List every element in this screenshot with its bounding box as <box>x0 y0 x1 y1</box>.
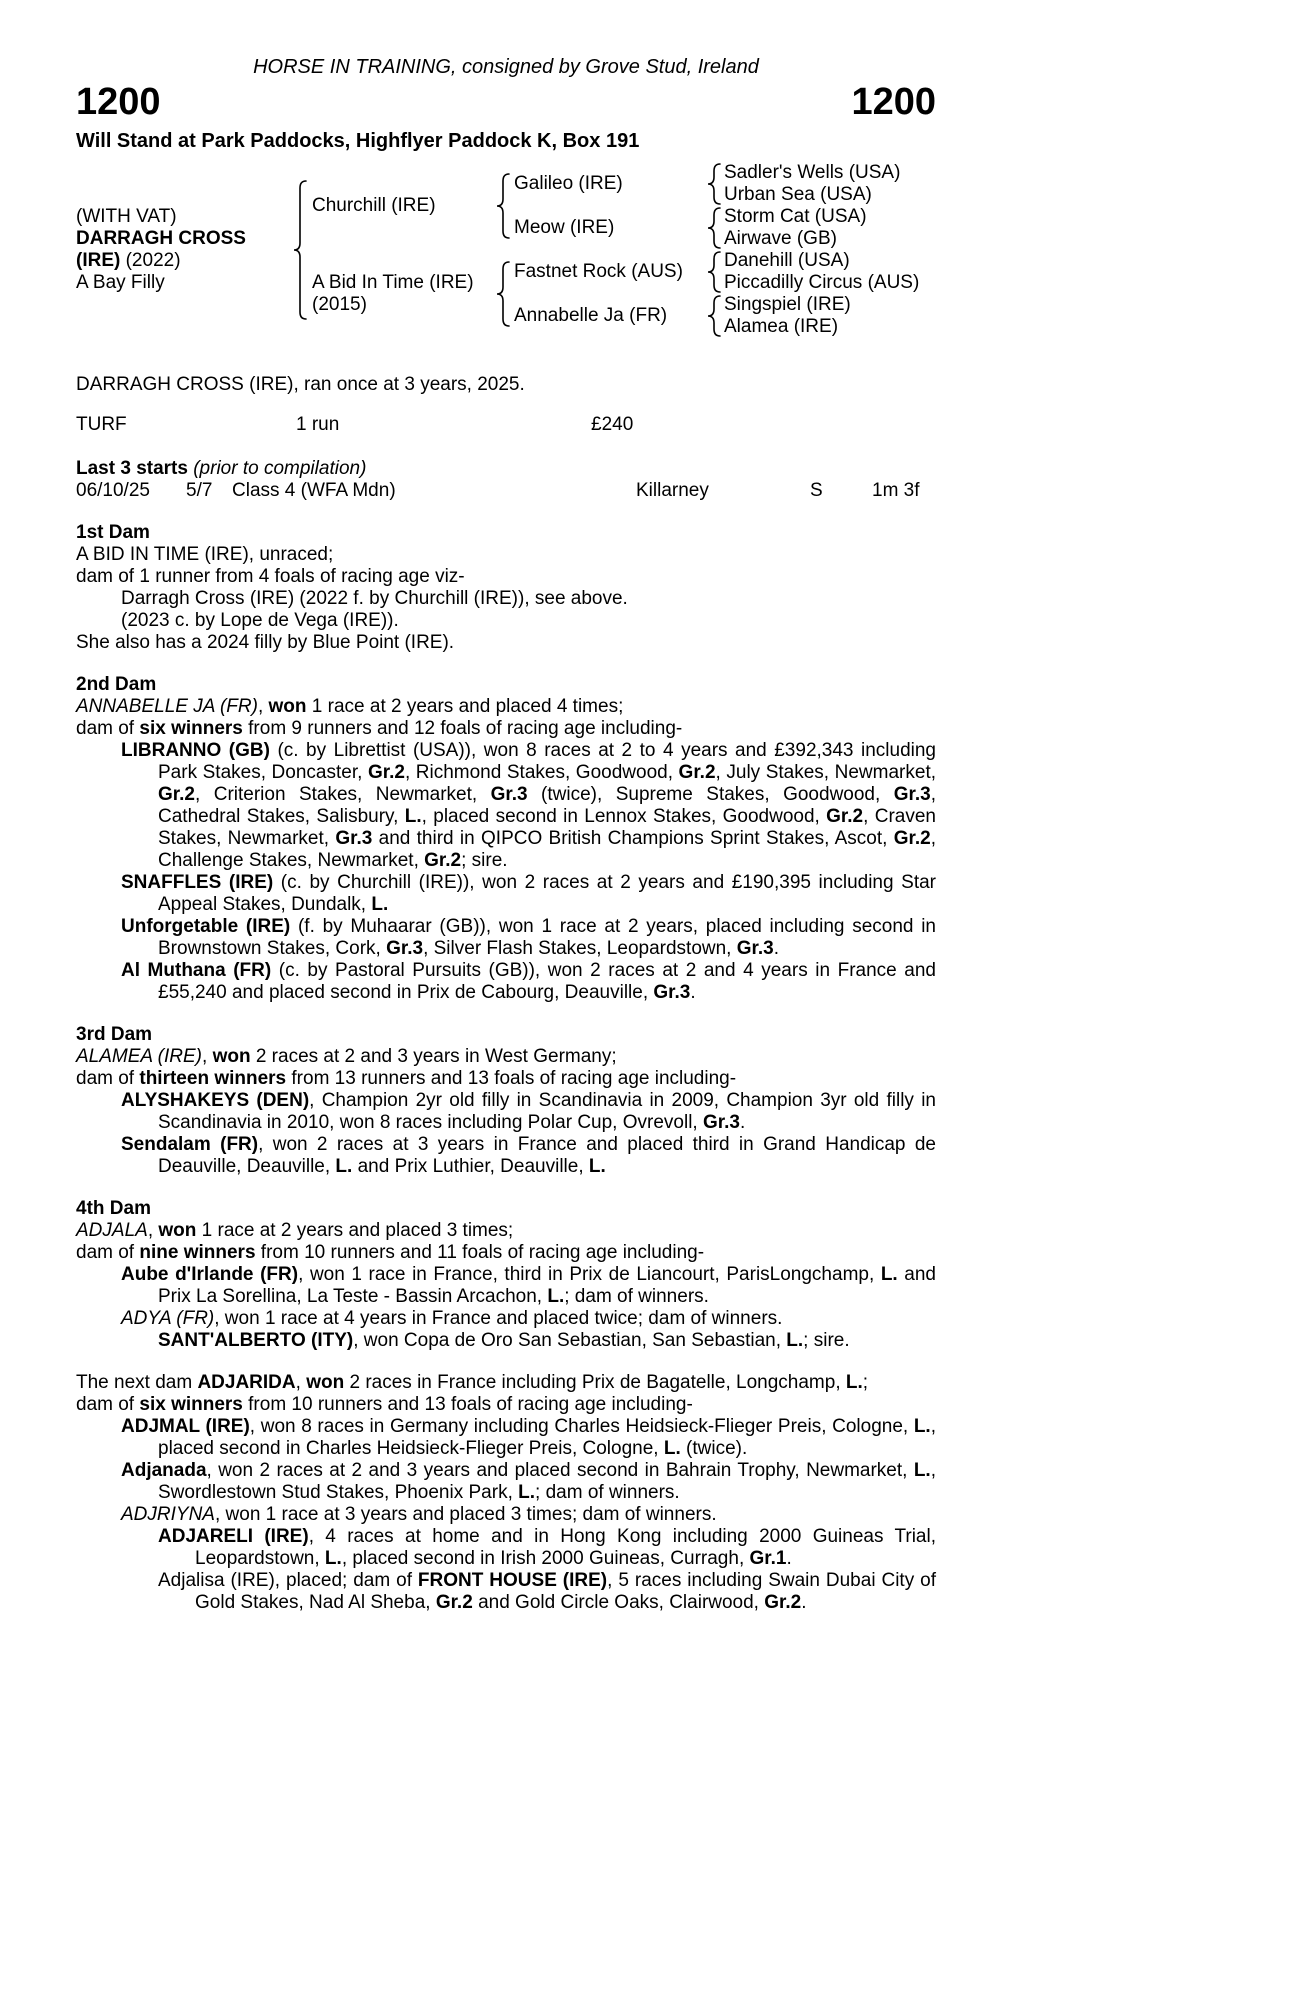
text-run: (WITH VAT) <box>76 206 177 227</box>
text-run: L. <box>786 1330 804 1351</box>
text-run: from 10 runners and 13 foals of racing age including- <box>242 1394 693 1415</box>
text-run: Gr.2 <box>678 762 716 783</box>
pedigree-paragraph <box>76 1460 936 1504</box>
lot-info-line <box>76 206 288 228</box>
text-run: (IRE) <box>76 250 121 271</box>
text-run: , Champion 2yr old filly in Scandinavia in 2009, Champion 3yr old filly in Scandinavia in 2010, won 8 races including Polar Cup, Ovrevoll, <box>158 1090 936 1133</box>
text-run: (c. by Pastoral Pursuits (GB)), won 2 races at 2 and 4 years in France and £55,240 and placed second in Prix de Cabourg, Deauville, <box>158 960 936 1003</box>
text-run: ; <box>862 1372 869 1393</box>
catalogue-page <box>76 56 936 1614</box>
start-class: Class 4 (WFA Mdn) <box>232 480 396 501</box>
text-run: (twice), Supreme Stakes, Goodwood, <box>527 784 894 805</box>
dam-brace <box>492 250 514 338</box>
text-run: Gr.3 <box>490 784 528 805</box>
text-run: , won 8 races in Germany including Charles Heidsieck-Flieger Preis, Cologne, <box>249 1416 914 1437</box>
text-run: Gr.3 <box>386 938 424 959</box>
runs-count: 1 run <box>296 414 340 435</box>
text-run: from 9 runners and 12 foals of racing age including- <box>242 718 683 739</box>
dam-section-heading: 2nd Dam <box>76 674 157 695</box>
text-run: ; sire. <box>803 1330 850 1351</box>
text-run: , placed second in Irish 2000 Guineas, Curragh, <box>341 1548 750 1569</box>
text-run: ; dam of winners. <box>535 1482 680 1503</box>
text-run: ADYA (FR) <box>121 1308 215 1329</box>
text-run: from 13 runners and 13 foals of racing age including- <box>286 1068 737 1089</box>
dam-section-heading: 3rd Dam <box>76 1024 153 1045</box>
text-run: The next dam <box>76 1372 198 1393</box>
text-run: , won 1 race at 4 years in France and placed twice; dam of winners. <box>214 1308 783 1329</box>
great-grandparent-name: Sadler's Wells (USA) <box>724 162 901 183</box>
lot-info-block <box>76 162 288 338</box>
dam-section-heading: 1st Dam <box>76 522 150 543</box>
text-run: , <box>295 1372 307 1393</box>
text-run: , won 2 races at 3 years in France and placed third in Grand Handicap de Deauville, Deauville, <box>158 1134 936 1177</box>
brace-icon <box>293 180 308 320</box>
lot-info-line <box>76 228 288 250</box>
brace-icon <box>707 295 722 337</box>
text-run: . <box>801 1592 807 1613</box>
last-starts-table <box>76 480 936 502</box>
start-course: Killarney <box>636 480 709 501</box>
pedigree-paragraph <box>76 960 936 1004</box>
race-record-summary: DARRAGH CROSS (IRE), ran once at 3 years, 2025. <box>76 374 525 395</box>
text-run: Gr.2 <box>435 1592 473 1613</box>
text-run: Gr.3 <box>736 938 774 959</box>
text-run: from 10 runners and 11 foals of racing age including- <box>255 1242 705 1263</box>
great-grandparent-name: Danehill (USA) <box>724 250 850 271</box>
text-run: ALAMEA (IRE) <box>76 1046 202 1067</box>
text-run: L. <box>547 1286 565 1307</box>
text-run: won <box>158 1220 197 1241</box>
earnings-value: £240 <box>591 414 634 435</box>
text-run: , Silver Flash Stakes, Leopardstown, <box>423 938 737 959</box>
lot-number-left: 1200 <box>76 81 161 123</box>
text-run: L. <box>845 1372 863 1393</box>
text-run: ANNABELLE JA (FR) <box>76 696 258 717</box>
lot-info-line <box>76 272 288 294</box>
pedigree-paragraph <box>76 1504 936 1526</box>
great-grandparent-name: Singspiel (IRE) <box>724 294 851 315</box>
grandparent-brace <box>704 250 724 294</box>
text-run: Gr.2 <box>893 828 931 849</box>
text-run: A Bay Filly <box>76 272 165 293</box>
text-run: Gr.3 <box>893 784 931 805</box>
text-run: Gr.2 <box>826 806 864 827</box>
great-grandparent-name: Storm Cat (USA) <box>724 206 867 227</box>
great-grandparent-name: Urban Sea (USA) <box>724 184 872 205</box>
sire-name <box>312 162 492 250</box>
pedigree-paragraph <box>76 1416 936 1460</box>
text-run: (c. by Librettist (USA)), won 8 races at 2 to 4 years and £392,343 including Park Stakes, Doncaster, <box>158 740 936 783</box>
text-run: DARRAGH CROSS <box>76 228 246 249</box>
dam-year-text: (2015) <box>312 294 367 315</box>
dam-name <box>312 250 492 338</box>
text-run: L. <box>913 1416 931 1437</box>
text-run: , won 1 race at 3 years and placed 3 times; dam of winners. <box>214 1504 717 1525</box>
text-run: won <box>268 696 307 717</box>
text-run: won <box>306 1372 345 1393</box>
pedigree-paragraph <box>76 1068 936 1090</box>
last-starts-label: Last 3 starts <box>76 458 188 479</box>
text-run: (2022) <box>120 250 181 271</box>
text-run: , Criterion Stakes, Newmarket, <box>194 784 491 805</box>
text-run: L. <box>404 806 422 827</box>
text-run: , Challenge Stakes, Newmarket, <box>158 828 937 871</box>
text-run: SANT'ALBERTO (ITY) <box>158 1330 354 1351</box>
pedigree-paragraph <box>76 916 936 960</box>
text-run: ADJRIYNA <box>121 1504 215 1525</box>
text-run: , placed second in Lennox Stakes, Goodwood, <box>421 806 827 827</box>
text-run: Gr.3 <box>653 982 691 1003</box>
text-run: ALYSHAKEYS (DEN) <box>121 1090 310 1111</box>
brace-icon <box>496 173 511 239</box>
pedigree-paragraph <box>76 632 936 654</box>
brace-icon <box>707 207 722 249</box>
text-run: dam of 1 runner from 4 foals of racing age viz- <box>76 566 465 587</box>
text-run: ; sire. <box>461 850 508 871</box>
text-run: ADJMAL (IRE) <box>121 1416 250 1437</box>
pedigree-paragraph <box>76 740 936 872</box>
text-run: L. <box>880 1264 898 1285</box>
text-run: Darragh Cross (IRE) (2022 f. by Churchill (IRE)), see above. <box>121 588 628 609</box>
grandparent-brace <box>704 206 724 250</box>
text-run: dam of <box>76 1394 140 1415</box>
text-run: and Gold Circle Oaks, Clairwood, <box>472 1592 765 1613</box>
race-record-totals-row <box>76 414 936 436</box>
text-run: , won 2 races at 2 and 3 years and placed second in Bahrain Trophy, Newmarket, <box>206 1460 914 1481</box>
text-run: A BID IN TIME (IRE), unraced; <box>76 544 334 565</box>
text-run: Adjalisa (IRE), placed; dam of <box>158 1570 418 1591</box>
text-run: L. <box>588 1156 606 1177</box>
text-run: Gr.3 <box>335 828 373 849</box>
text-run: 1 race at 2 years and placed 4 times; <box>306 696 624 717</box>
text-run: Gr.2 <box>367 762 405 783</box>
text-run: Al Muthana (FR) <box>121 960 272 981</box>
text-run: . <box>786 1548 792 1569</box>
surface-label: TURF <box>76 414 127 435</box>
text-run: ; dam of winners. <box>564 1286 709 1307</box>
start-distance: 1m 3f <box>872 480 920 501</box>
pedigree-main-brace <box>288 162 312 338</box>
pedigree-paragraph <box>76 1242 936 1264</box>
text-run: L. <box>371 894 389 915</box>
text-run: L. <box>663 1438 681 1459</box>
text-run: SNAFFLES (IRE) <box>121 872 274 893</box>
text-run: . <box>773 938 779 959</box>
section-spacer <box>76 1352 936 1372</box>
pedigree-paragraph <box>76 1264 936 1308</box>
great-grandparent-name: Airwave (GB) <box>724 228 837 249</box>
grandparent-name: Galileo (IRE) <box>514 173 623 194</box>
grandparent-brace <box>704 162 724 206</box>
pedigree-paragraph <box>76 1090 936 1134</box>
text-run: LIBRANNO (GB) <box>121 740 270 761</box>
lot-number-right: 1200 <box>851 81 936 123</box>
text-run: L. <box>518 1482 536 1503</box>
text-run: Aube d'Irlande (FR) <box>121 1264 299 1285</box>
pedigree-paragraph <box>76 610 936 632</box>
pedigree-paragraph <box>76 872 936 916</box>
text-run: , won Copa de Oro San Sebastian, San Sebastian, <box>353 1330 787 1351</box>
text-run: (twice). <box>680 1438 748 1459</box>
text-run: . <box>690 982 696 1003</box>
last-starts-heading <box>76 458 936 480</box>
text-run: six winners <box>139 718 243 739</box>
text-run: ADJARELI (IRE) <box>158 1526 309 1547</box>
text-run: 2 races at 2 and 3 years in West Germany; <box>250 1046 617 1067</box>
text-run: Sendalam (FR) <box>121 1134 259 1155</box>
text-run: ADJARIDA <box>197 1372 296 1393</box>
pedigree-paragraph <box>76 566 936 588</box>
text-run: and Prix Luthier, Deauville, <box>352 1156 589 1177</box>
text-run: dam of <box>76 718 140 739</box>
text-run: , <box>147 1220 159 1241</box>
start-position: 5/7 <box>186 480 213 501</box>
text-run: Unforgetable (IRE) <box>121 916 291 937</box>
text-run: (f. by Muhaarar (GB)), won 1 race at 2 years, placed including second in Brownstown Stakes, Cork, <box>158 916 936 959</box>
dam-name-text: A Bid In Time (IRE) <box>312 272 474 293</box>
text-run: , placed second in Charles Heidsieck-Flieger Preis, Cologne, <box>158 1416 936 1459</box>
pedigree-paragraph <box>76 1308 936 1330</box>
pedigree-paragraph <box>76 1394 936 1416</box>
brace-icon <box>496 261 511 327</box>
text-run: , Cathedral Stakes, Salisbury, <box>158 784 936 827</box>
last-start-row <box>76 480 936 502</box>
pedigree-paragraph <box>76 1372 936 1394</box>
consignor-line: HORSE IN TRAINING, consigned by Grove Stud, Ireland <box>253 56 759 78</box>
text-run: Gr.2 <box>764 1592 802 1613</box>
text-run: 1 race at 2 years and placed 3 times; <box>196 1220 514 1241</box>
text-run: Gr.2 <box>424 850 462 871</box>
great-grandparent-name: Piccadilly Circus (AUS) <box>724 272 920 293</box>
text-run: , <box>202 1046 213 1067</box>
text-run: Adjanada <box>121 1460 207 1481</box>
text-run: (c. by Churchill (IRE)), won 2 races at 2 years and £190,395 including Star Appeal Stakes, Dundalk, <box>158 872 936 915</box>
text-run: and Prix La Sorellina, La Teste - Bassin Arcachon, <box>158 1264 937 1307</box>
text-run: , Craven Stakes, Newmarket, <box>158 806 936 849</box>
dam-sections <box>76 522 936 1614</box>
text-run: , Richmond Stakes, Goodwood, <box>404 762 679 783</box>
text-run: She also has a 2024 filly by Blue Point (IRE). <box>76 632 455 653</box>
text-run: Gr.2 <box>158 784 195 805</box>
stand-location-line: Will Stand at Park Paddocks, Highflyer Paddock K, Box 191 <box>76 130 640 152</box>
text-run: , 5 races including Swain Dubai City of Gold Stakes, Nad Al Sheba, <box>195 1570 936 1613</box>
text-run: , 4 races at home and in Hong Kong including 2000 Guineas Trial, Leopardstown, <box>195 1526 936 1569</box>
text-run: FRONT HOUSE (IRE) <box>417 1570 608 1591</box>
pedigree-paragraph <box>76 1220 936 1242</box>
start-going: S <box>810 480 823 501</box>
pedigree-paragraph <box>76 1570 936 1614</box>
grandparent-name: Meow (IRE) <box>514 217 615 238</box>
grandparent-brace <box>704 294 724 338</box>
text-run: won <box>212 1046 251 1067</box>
text-run: dam of <box>76 1068 140 1089</box>
last-starts-note: (prior to compilation) <box>193 458 367 479</box>
text-run: L. <box>324 1548 342 1569</box>
text-run: Gr.1 <box>749 1548 787 1569</box>
text-run: (2023 c. by Lope de Vega (IRE)). <box>121 610 399 631</box>
pedigree-paragraph <box>76 1046 936 1068</box>
text-run: nine winners <box>139 1242 256 1263</box>
pedigree-paragraph <box>76 544 936 566</box>
great-grandparent-name: Alamea (IRE) <box>724 316 839 337</box>
sire-brace <box>492 162 514 250</box>
pedigree-paragraph <box>76 588 936 610</box>
lot-info-line <box>76 250 288 272</box>
grandparent-name: Annabelle Ja (FR) <box>514 305 668 326</box>
text-run: six winners <box>139 1394 243 1415</box>
text-run: , <box>257 696 269 717</box>
text-run: dam of <box>76 1242 140 1263</box>
text-run: Gr.3 <box>702 1112 740 1133</box>
text-run: , won 1 race in France, third in Prix de Liancourt, ParisLongchamp, <box>298 1264 881 1285</box>
text-run: thirteen winners <box>139 1068 287 1089</box>
text-run: and third in QIPCO British Champions Sprint Stakes, Ascot, <box>372 828 894 849</box>
text-run: . <box>739 1112 746 1133</box>
pedigree-paragraph <box>76 1134 936 1178</box>
text-run: L. <box>335 1156 353 1177</box>
text-run: , Swordlestown Stud Stakes, Phoenix Park, <box>158 1460 936 1503</box>
start-date: 06/10/25 <box>76 480 150 501</box>
dam-section-heading: 4th Dam <box>76 1198 151 1219</box>
grandparent-name: Fastnet Rock (AUS) <box>514 261 683 282</box>
pedigree-paragraph <box>76 1330 936 1352</box>
sire-name-text: Churchill (IRE) <box>312 195 436 216</box>
pedigree-tree <box>76 162 936 338</box>
text-run: 2 races in France including Prix de Bagatelle, Longchamp, <box>344 1372 846 1393</box>
pedigree-paragraph <box>76 696 936 718</box>
text-run: L. <box>913 1460 931 1481</box>
text-run: , July Stakes, Newmarket, <box>715 762 937 783</box>
brace-icon <box>707 163 722 205</box>
brace-icon <box>707 251 722 293</box>
pedigree-paragraph <box>76 1526 936 1570</box>
pedigree-paragraph <box>76 718 936 740</box>
lot-number-row <box>76 82 936 122</box>
text-run: ADJALA <box>76 1220 148 1241</box>
